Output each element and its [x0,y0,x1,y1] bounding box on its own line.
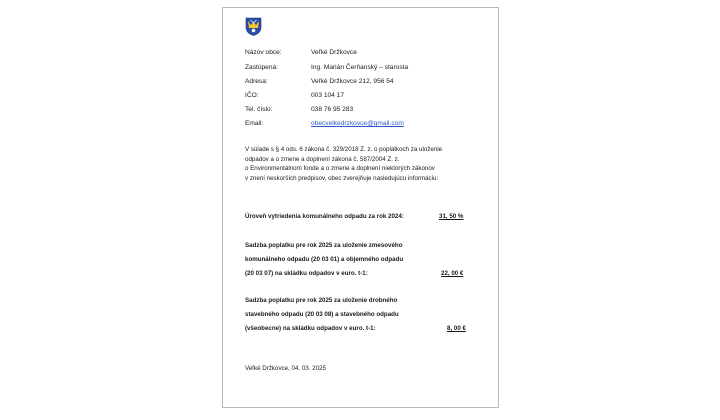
fee-construction-line: stavebného odpadu (20 03 08) a stavebného odpadu [245,311,399,318]
fee-construction-value: 8, 00 € [447,325,466,332]
info-label: Zastúpená: [245,64,278,71]
intro-line: v znení neskorších predpisov, obec zverejňuje nasledujúcu informáciu: [245,174,439,182]
info-label: Názov obce: [245,49,282,56]
info-label: IČO: [245,92,259,99]
info-value: Ing. Marián Čerňanský – starosta [311,64,409,71]
fee-mixed-line: komunálneho odpadu (20 03 01) a objemného odpadu [245,256,404,263]
intro-paragraph [245,145,479,183]
info-value: 038 76 95 283 [311,106,354,113]
fee-mixed-value: 22, 00 € [441,270,464,277]
fee-mixed-line: (20 03 07) na skládku odpadov v euro. t-1: [245,270,368,277]
document-page [222,7,499,408]
recycling-label: Úroveň vytriedenia komunálneho odpadu za rok 2024: [245,213,404,220]
info-value: Veľké Držkovce 212, 956 54 [311,78,394,85]
email-link[interactable]: obecvelkedrzkovce@gmail.com [311,120,404,127]
recycling-value: 31, 50 % [439,213,464,220]
info-value: Veľké Držkovce [311,49,357,56]
intro-line: V súlade s § 4 ods. 6 zákona č. 329/2018 Z. z. o poplatkoch za uloženie [245,146,443,153]
intro-line: o Environmentálnom fonde a o zmene a doplnení niektorých zákonov [245,165,435,173]
coat-of-arms-icon [245,17,262,36]
intro-line: odpadov a o zmene a doplnení zákona č. 587/2004 Z. z. [245,155,400,163]
info-label: Adresa: [245,78,268,85]
info-value: 003 104 17 [311,92,345,99]
place-date: Veľké Držkovce, 04. 03. 2025 [245,365,326,372]
fee-construction-line: (všeobecne) na skládku odpadov v euro. t-1: [245,325,376,332]
fee-construction-line: Sadzba poplatku pre rok 2025 za uloženie drobného [245,297,398,304]
info-label: Tel. číslo: [245,106,273,113]
info-label: Email: [245,120,264,127]
fee-mixed-line: Sadzba poplatku pre rok 2025 za uloženie zmesového [245,242,403,249]
